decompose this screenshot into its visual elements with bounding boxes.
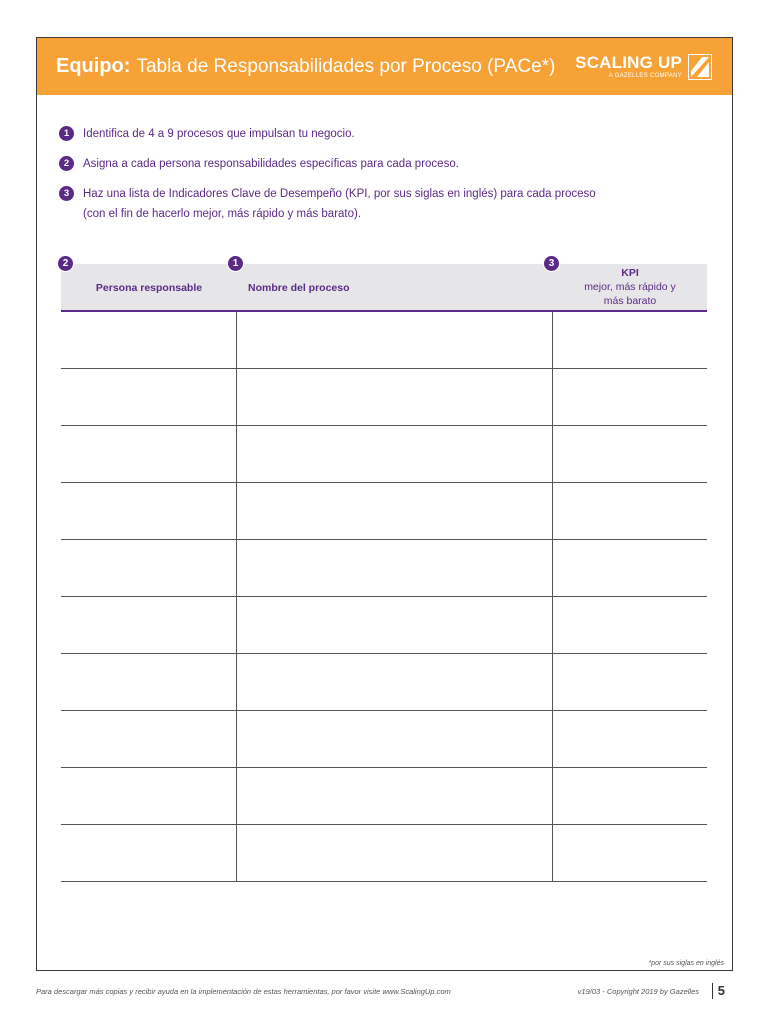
instruction-item <box>59 184 719 224</box>
page-title <box>56 55 555 78</box>
cell-process[interactable] <box>237 426 553 482</box>
cell-process[interactable] <box>237 312 553 368</box>
instruction-text-continued: (con el fin de hacerlo mejor, más rápido y más barato). <box>83 208 362 220</box>
step-number-badge: 1 <box>59 126 74 141</box>
instruction-item <box>59 124 719 144</box>
table-header <box>61 258 707 312</box>
title-rest: Tabla de Responsabilidades por Proceso (PACe*) <box>136 56 556 77</box>
title-strong: Equipo: <box>56 55 131 77</box>
cell-kpi[interactable] <box>553 825 707 881</box>
cell-process[interactable] <box>237 711 553 767</box>
worksheet-frame <box>36 37 733 971</box>
cell-person[interactable] <box>61 540 237 596</box>
cell-person[interactable] <box>61 312 237 368</box>
cell-person[interactable] <box>61 768 237 824</box>
instruction-text: Haz una lista de Indicadores Clave de Desempeño (KPI, por sus siglas en inglés) para cada proceso <box>83 188 596 200</box>
table-row <box>61 483 707 540</box>
cell-kpi[interactable] <box>553 768 707 824</box>
page-header <box>37 38 732 95</box>
cell-process[interactable] <box>237 654 553 710</box>
step-number-badge: 2 <box>57 255 74 272</box>
cell-kpi[interactable] <box>553 654 707 710</box>
cell-kpi[interactable] <box>553 711 707 767</box>
instruction-text: Identifica de 4 a 9 procesos que impulsan tu negocio. <box>83 128 355 140</box>
cell-person[interactable] <box>61 597 237 653</box>
column-header-person: 2 Persona responsable <box>61 264 237 310</box>
footer-download-note: Para descargar más copias y recibir ayuda en la implementación de estas herramientas, por favor visite www.ScalingUp.com <box>36 987 451 996</box>
footer-copyright: v19/03 - Copyright 2019 by Gazelles <box>577 987 699 996</box>
table-row <box>61 540 707 597</box>
instruction-text: Asigna a cada persona responsabilidades específicas para cada proceso. <box>83 158 459 170</box>
instruction-item <box>59 154 719 174</box>
page-footer <box>36 983 733 1003</box>
table-row <box>61 597 707 654</box>
cell-process[interactable] <box>237 483 553 539</box>
table-row <box>61 312 707 369</box>
step-number-badge: 3 <box>543 255 560 272</box>
column-header-process: 1 Nombre del proceso <box>237 264 553 310</box>
logo-main-text: SCALING UP <box>575 52 682 72</box>
cell-kpi[interactable] <box>553 597 707 653</box>
table-row <box>61 825 707 882</box>
step-number-badge: 2 <box>59 156 74 171</box>
cell-person[interactable] <box>61 426 237 482</box>
logo-mark-icon <box>688 54 712 80</box>
cell-person[interactable] <box>61 369 237 425</box>
cell-person[interactable] <box>61 711 237 767</box>
step-number-badge: 1 <box>227 255 244 272</box>
cell-kpi[interactable] <box>553 426 707 482</box>
cell-kpi[interactable] <box>553 312 707 368</box>
table-row <box>61 654 707 711</box>
page-number: 5 <box>712 983 725 999</box>
footnote: *por sus siglas en inglés <box>648 960 724 967</box>
cell-process[interactable] <box>237 825 553 881</box>
table-row <box>61 711 707 768</box>
cell-person[interactable] <box>61 483 237 539</box>
cell-process[interactable] <box>237 597 553 653</box>
table-row <box>61 768 707 825</box>
table-body <box>61 312 707 882</box>
responsibility-table <box>61 258 707 882</box>
cell-kpi[interactable] <box>553 369 707 425</box>
scaling-up-logo <box>575 54 712 80</box>
table-row <box>61 426 707 483</box>
cell-kpi[interactable] <box>553 540 707 596</box>
cell-process[interactable] <box>237 768 553 824</box>
cell-process[interactable] <box>237 540 553 596</box>
table-row <box>61 369 707 426</box>
instructions-list <box>59 124 719 234</box>
logo-sub-text: A GAZELLES COMPANY <box>608 72 682 79</box>
cell-kpi[interactable] <box>553 483 707 539</box>
cell-person[interactable] <box>61 825 237 881</box>
cell-person[interactable] <box>61 654 237 710</box>
cell-process[interactable] <box>237 369 553 425</box>
step-number-badge: 3 <box>59 186 74 201</box>
column-header-kpi: 3 KPI mejor, más rápido y más barato <box>553 264 707 310</box>
